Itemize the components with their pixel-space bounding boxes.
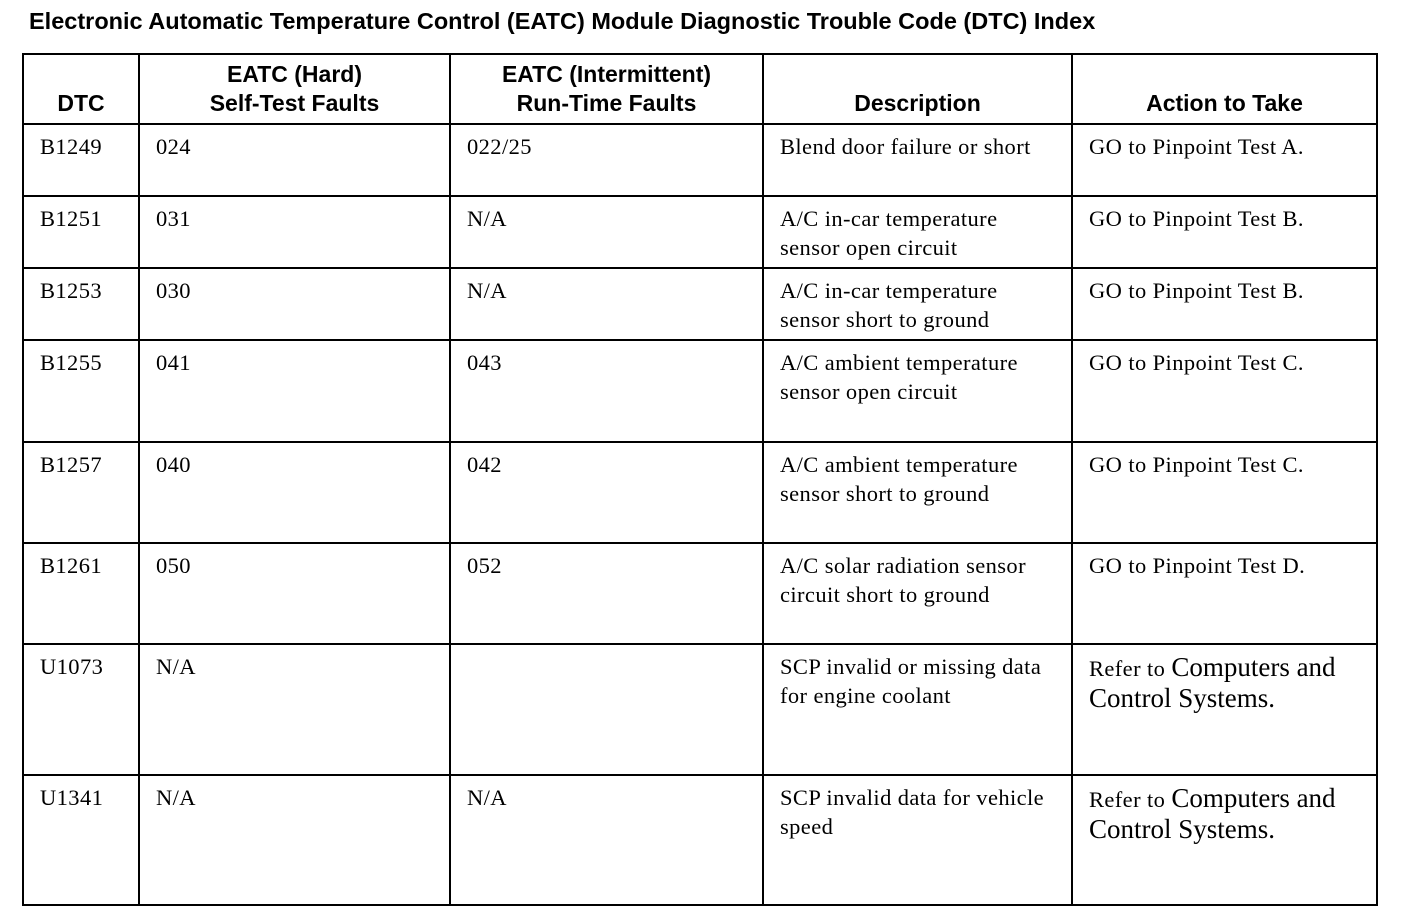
cell-intermittent-fault: 052 [450, 543, 763, 644]
cell-intermittent-fault: 042 [450, 442, 763, 543]
cell-action: GO to Pinpoint Test A. [1072, 124, 1377, 196]
action-prefix: Refer to [1089, 787, 1166, 812]
cell-action [1072, 644, 1377, 775]
cell-action: GO to Pinpoint Test D. [1072, 543, 1377, 644]
cell-intermittent-fault [450, 644, 763, 775]
table-row [23, 442, 1377, 543]
cell-intermittent-fault: N/A [450, 268, 763, 340]
header-description: Description [763, 54, 1072, 124]
cell-intermittent-fault: N/A [450, 775, 763, 905]
cell-description: A/C ambient temperature sensor short to ground [763, 442, 1072, 543]
cell-action: GO to Pinpoint Test C. [1072, 442, 1377, 543]
cell-hard-fault: 041 [139, 340, 450, 442]
cell-description: A/C solar radiation sensor circuit short to ground [763, 543, 1072, 644]
cell-action: GO to Pinpoint Test C. [1072, 340, 1377, 442]
cell-dtc: B1253 [23, 268, 139, 340]
table-row [23, 124, 1377, 196]
cell-hard-fault: 024 [139, 124, 450, 196]
header-dtc: DTC [23, 54, 139, 124]
table-row [23, 196, 1377, 268]
dtc-index-table [22, 53, 1378, 906]
table-row [23, 543, 1377, 644]
cell-description: SCP invalid or missing data for engine coolant [763, 644, 1072, 775]
cell-intermittent-fault: 022/25 [450, 124, 763, 196]
computers-control-systems-link[interactable]: Computers and Control Systems. [1089, 783, 1336, 844]
table-header-row [23, 54, 1377, 124]
cell-description: A/C in-car temperature sensor open circuit [763, 196, 1072, 268]
cell-intermittent-fault: 043 [450, 340, 763, 442]
page-title: Electronic Automatic Temperature Control (EATC) Module Diagnostic Trouble Code (DTC) Index [29, 8, 1096, 34]
header-intermittent-faults: EATC (Intermittent) Run-Time Faults [450, 54, 763, 124]
cell-dtc: B1261 [23, 543, 139, 644]
cell-description: Blend door failure or short [763, 124, 1072, 196]
cell-hard-fault: 040 [139, 442, 450, 543]
cell-description: A/C ambient temperature sensor open circuit [763, 340, 1072, 442]
cell-description: SCP invalid data for vehicle speed [763, 775, 1072, 905]
cell-action: GO to Pinpoint Test B. [1072, 196, 1377, 268]
header-action: Action to Take [1072, 54, 1377, 124]
cell-dtc: B1257 [23, 442, 139, 543]
cell-dtc: B1255 [23, 340, 139, 442]
cell-dtc: B1251 [23, 196, 139, 268]
cell-hard-fault: N/A [139, 644, 450, 775]
table-row [23, 340, 1377, 442]
table-row [23, 775, 1377, 905]
table-row [23, 644, 1377, 775]
cell-hard-fault: 031 [139, 196, 450, 268]
cell-intermittent-fault: N/A [450, 196, 763, 268]
cell-action [1072, 775, 1377, 905]
table-row [23, 268, 1377, 340]
computers-control-systems-link[interactable]: Computers and Control Systems. [1089, 652, 1336, 713]
cell-hard-fault: 050 [139, 543, 450, 644]
action-prefix: Refer to [1089, 656, 1166, 681]
cell-action: GO to Pinpoint Test B. [1072, 268, 1377, 340]
header-hard-faults: EATC (Hard) Self-Test Faults [139, 54, 450, 124]
cell-dtc: B1249 [23, 124, 139, 196]
cell-dtc: U1341 [23, 775, 139, 905]
cell-dtc: U1073 [23, 644, 139, 775]
cell-hard-fault: 030 [139, 268, 450, 340]
cell-description: A/C in-car temperature sensor short to ground [763, 268, 1072, 340]
cell-hard-fault: N/A [139, 775, 450, 905]
